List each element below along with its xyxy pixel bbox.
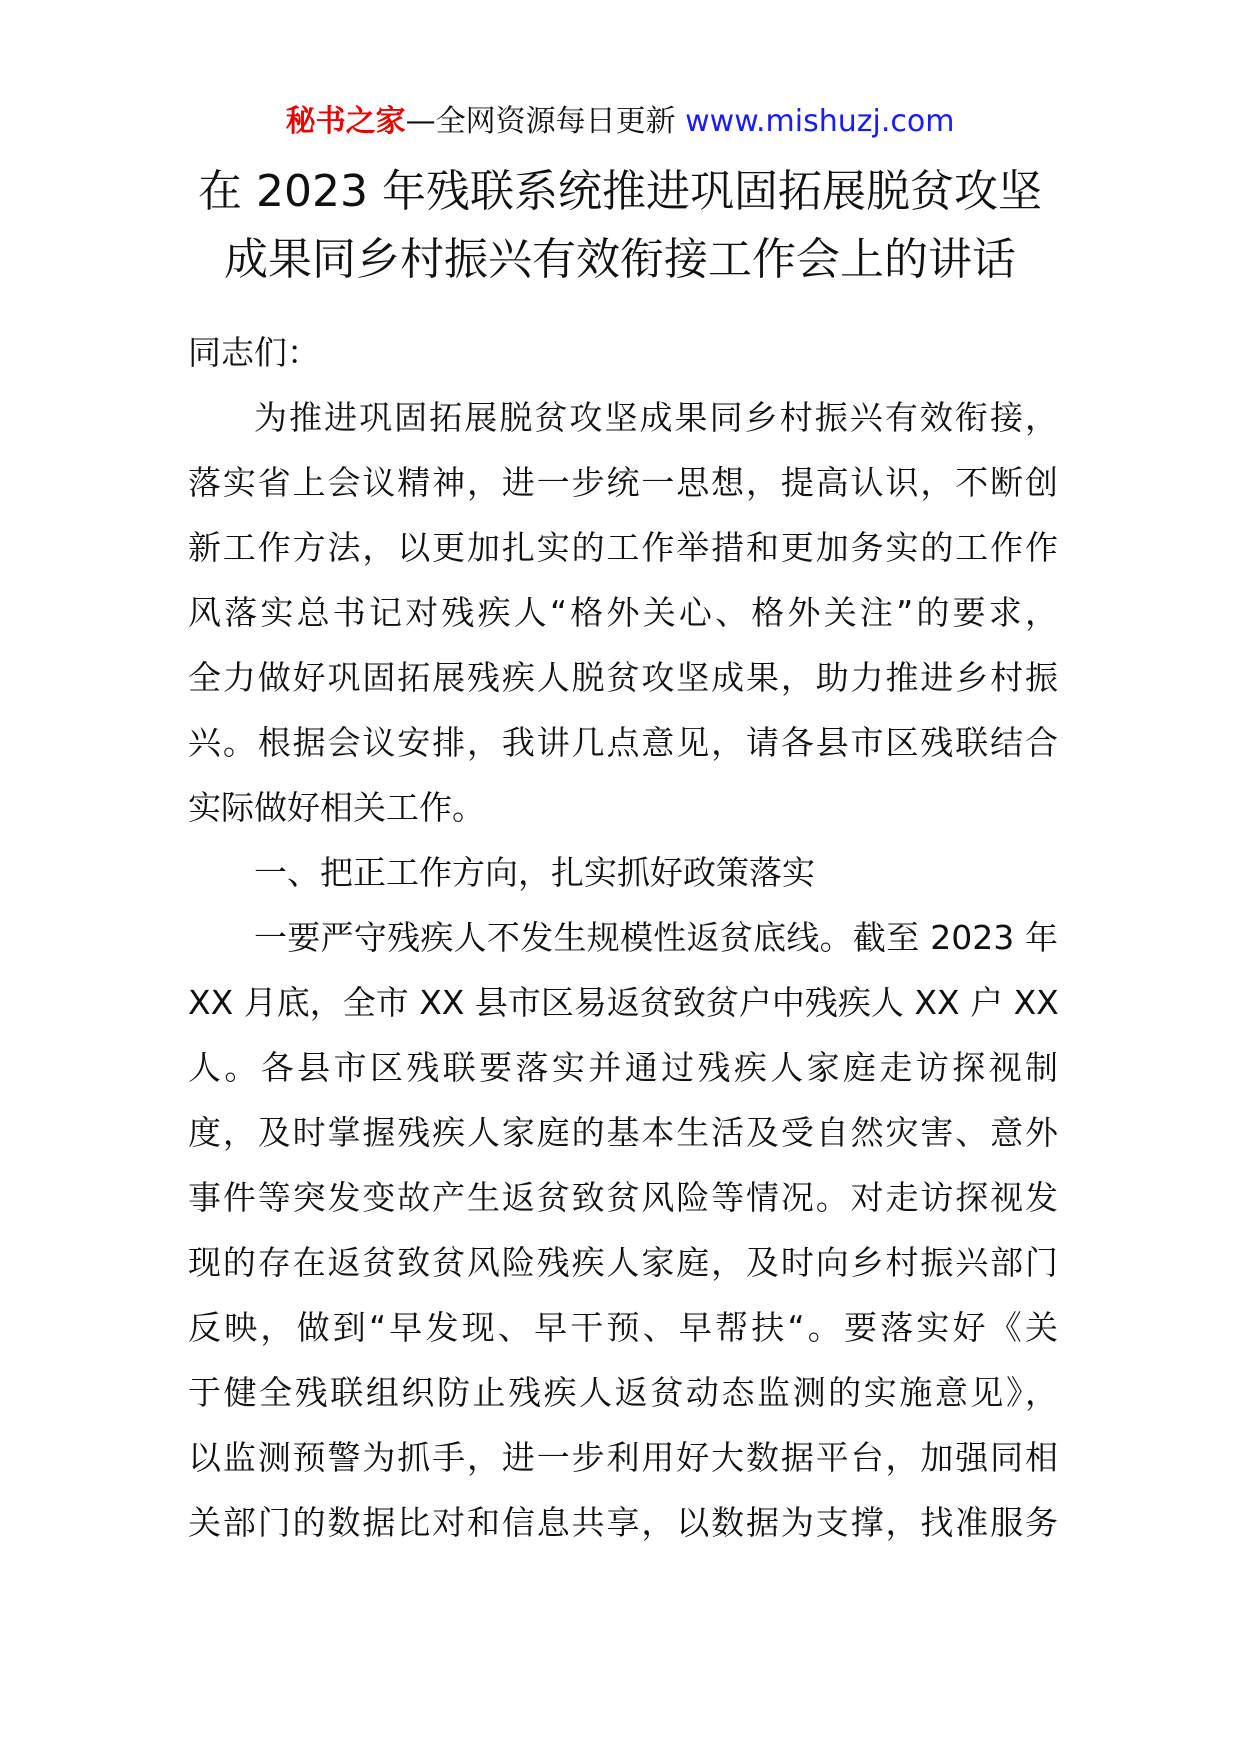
paragraph-1	[188, 385, 1058, 840]
paragraph-line: 实际做好相关工作。	[188, 788, 485, 827]
paragraph-line: 人。各县市区残联要落实并通过残疾人家庭走访探视制	[188, 1048, 1058, 1087]
site-url-link[interactable]: www.mishuzj.com	[685, 104, 955, 139]
site-banner	[0, 100, 1240, 144]
paragraph-line: 于健全残联组织防止残疾人返贫动态监测的实施意见》，	[188, 1373, 1058, 1412]
paragraph-2	[188, 905, 1058, 1555]
paragraph-line: 新工作方法，以更加扎实的工作举措和更加务实的工作作	[188, 528, 1058, 567]
paragraph-line: 落实省上会议精神，进一步统一思想，提高认识，不断创	[188, 463, 1058, 502]
paragraph-line: 为推进巩固拓展脱贫攻坚成果同乡村振兴有效衔接，	[254, 398, 1058, 437]
paragraph-line: 一要严守残疾人不发生规模性返贫底线。截至 2023 年	[254, 918, 1058, 957]
paragraph-line: 兴。根据会议安排，我讲几点意见，请各县市区残联结合	[188, 723, 1058, 762]
site-brand: 秘书之家	[285, 104, 406, 139]
paragraph-line: 以监测预警为抓手，进一步利用好大数据平台，加强同相	[188, 1438, 1058, 1477]
document-body	[188, 320, 1058, 1555]
paragraph-line: 事件等突发变故产生返贫致贫风险等情况。对走访探视发	[188, 1178, 1058, 1217]
paragraph-line: 关部门的数据比对和信息共享，以数据为支撑，找准服务	[188, 1503, 1058, 1542]
paragraph-line: 现的存在返贫致贫风险残疾人家庭，及时向乡村振兴部门	[188, 1243, 1058, 1282]
paragraph-line: XX 月底，全市 XX 县市区易返贫致贫户中残疾人 XX 户 XX	[188, 983, 1059, 1022]
paragraph-line: 度，及时掌握残疾人家庭的基本生活及受自然灾害、意外	[188, 1113, 1058, 1152]
salutation: 同志们：	[188, 333, 320, 372]
section-heading: 一、把正工作方向，扎实抓好政策落实	[254, 853, 815, 892]
paragraph-line: 风落实总书记对残疾人“格外关心、格外关注”的要求，	[188, 593, 1058, 632]
paragraph-line: 全力做好巩固拓展残疾人脱贫攻坚成果，助力推进乡村振	[188, 658, 1058, 697]
document-title-line-1: 在 2023 年残联系统推进巩固拓展脱贫攻坚	[198, 166, 1042, 217]
site-slogan: —全网资源每日更新	[405, 104, 676, 139]
paragraph-line: 反映，做到“早发现、早干预、早帮扶“。要落实好《关	[188, 1308, 1058, 1347]
document-title-line-2: 成果同乡村振兴有效衔接工作会上的讲话	[224, 234, 1016, 285]
